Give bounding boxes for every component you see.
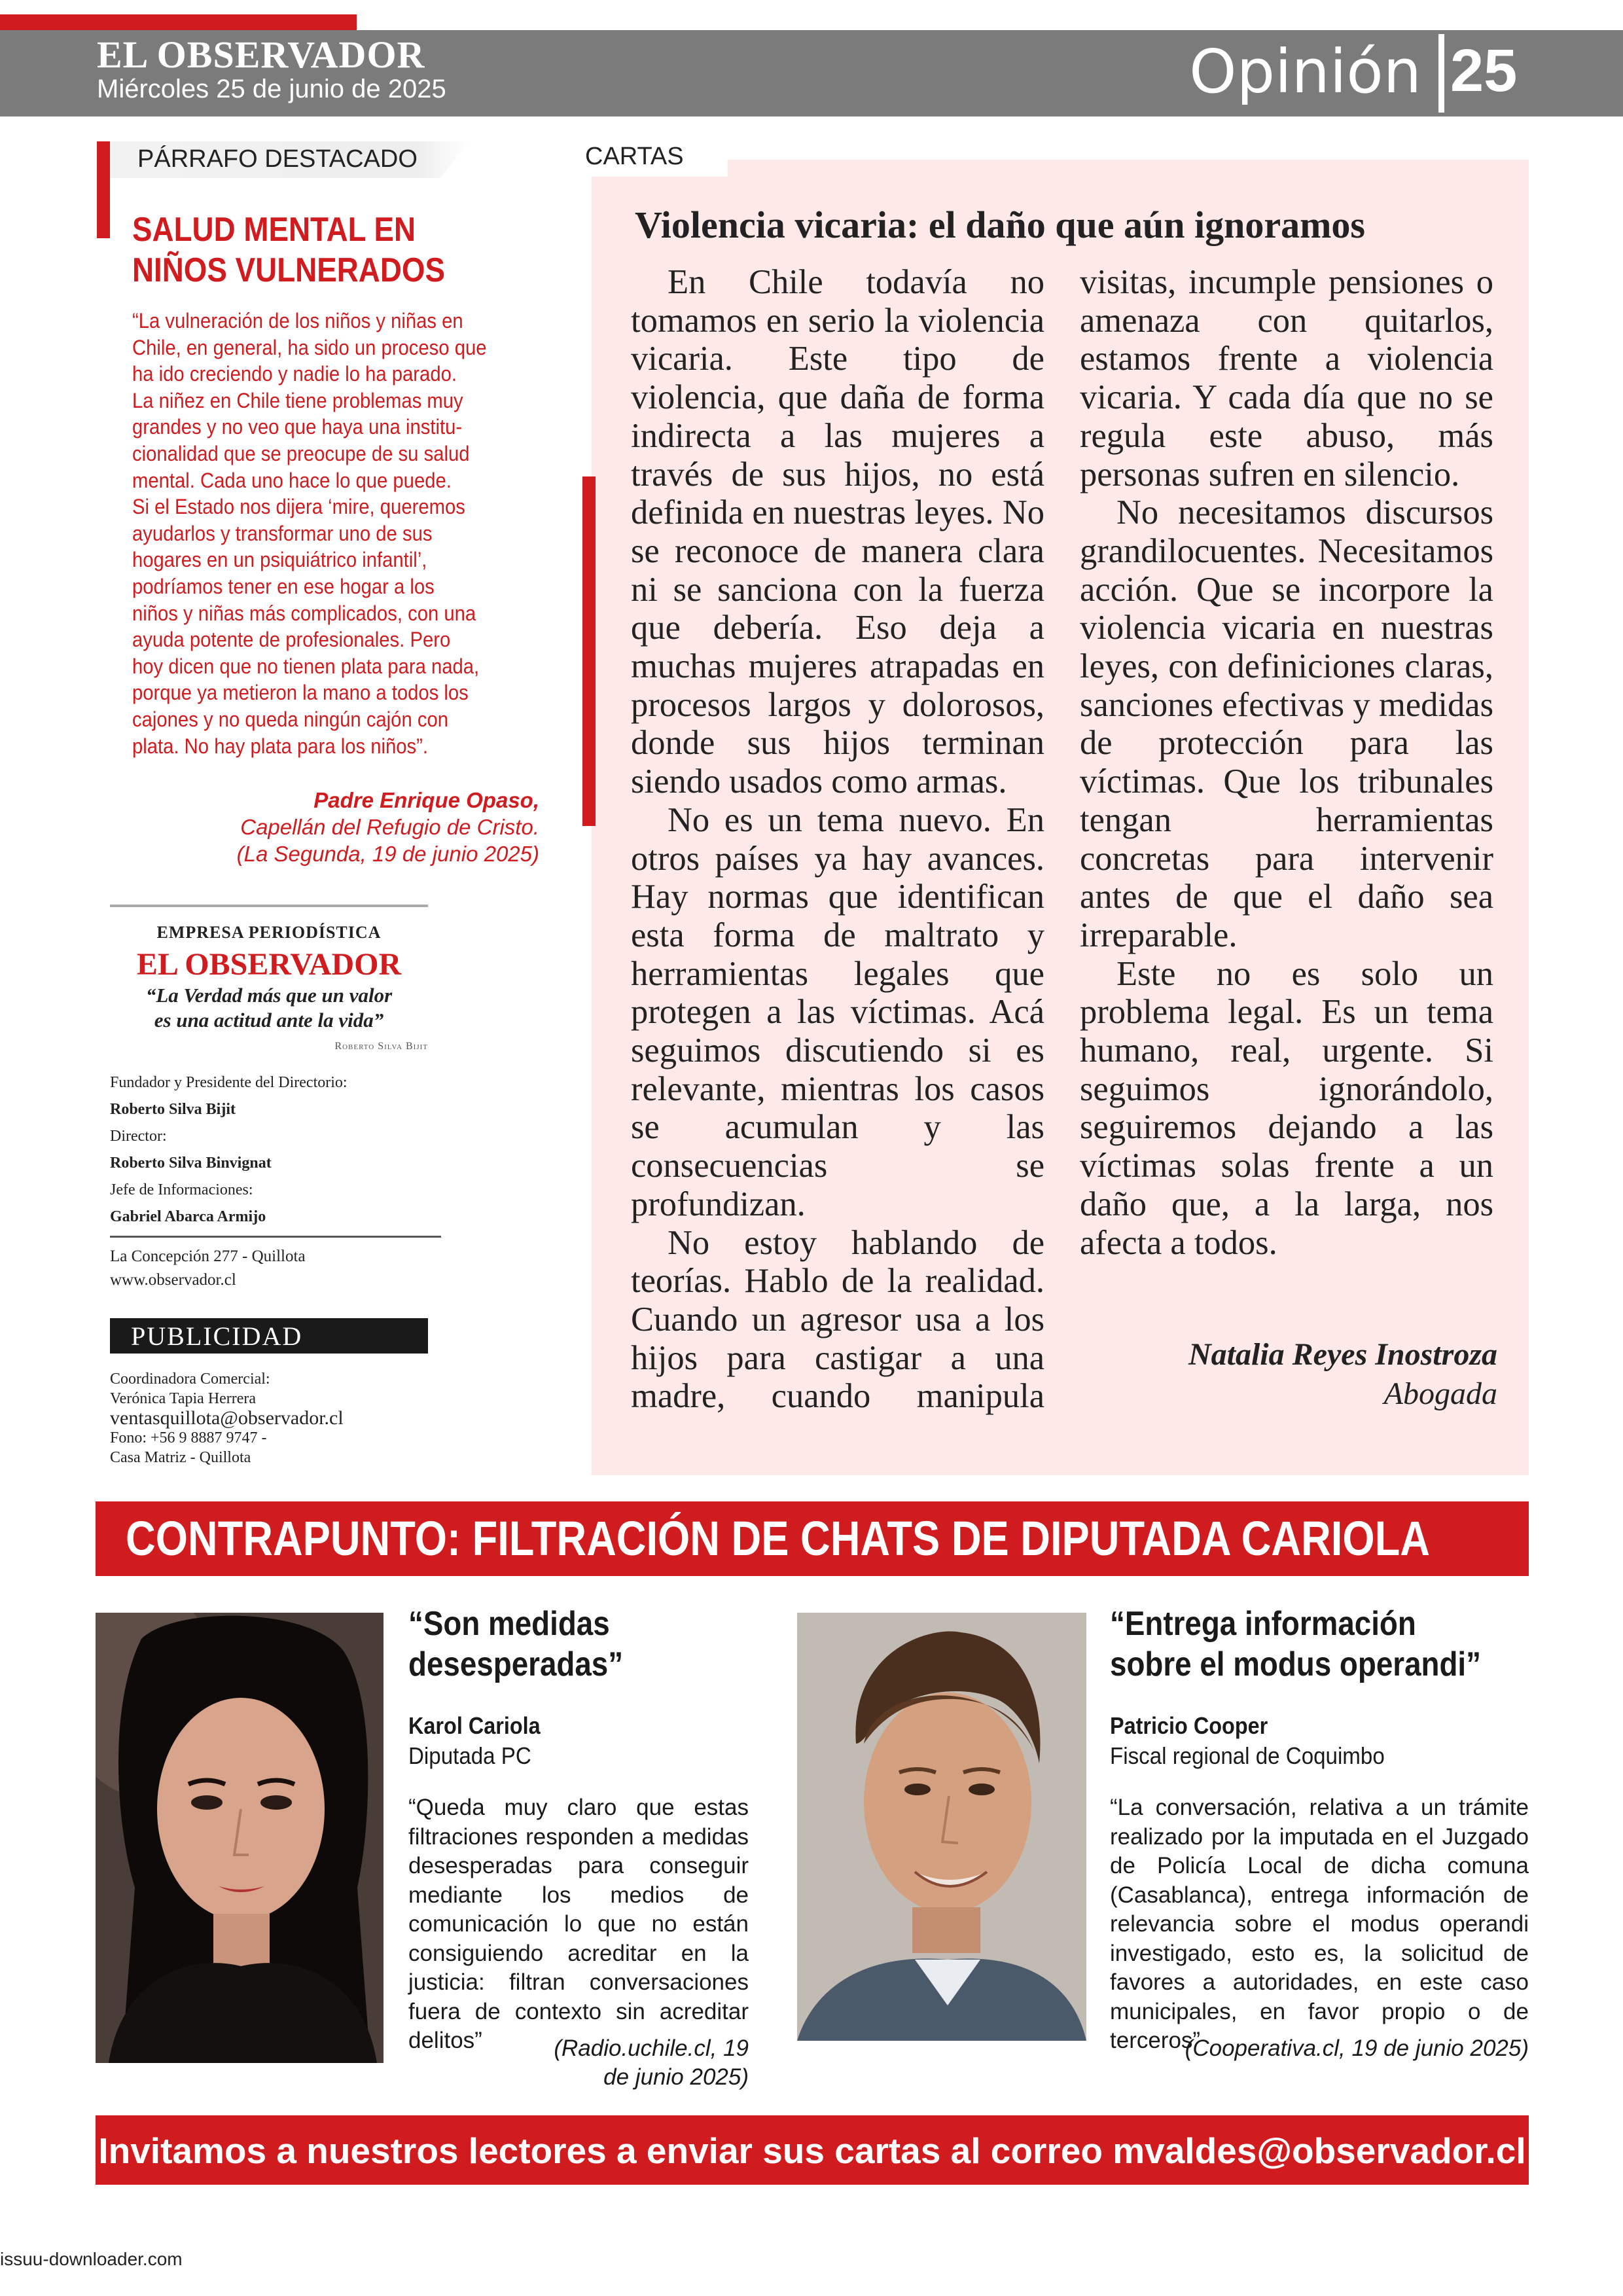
highlight-quote bbox=[132, 308, 509, 759]
contrapunto-title: CONTRAPUNTO: FILTRACIÓN DE CHATS DE DIPUTADA CARIOLA bbox=[126, 1511, 1430, 1566]
masthead-top-rule bbox=[110, 905, 428, 907]
letter-paragraph: visitas, incumple pensiones o amenaza con quitarlos, estamos frente a violencia vicaria. Y cada día que no se regula este abuso, más personas sufren en silencio. bbox=[1080, 263, 1493, 493]
letter-accent-bar bbox=[582, 476, 596, 826]
director-name: Roberto Silva Binvignat bbox=[110, 1155, 272, 1172]
quote-line: podríamos tener en ese hogar a los bbox=[132, 574, 435, 598]
founder-name: Roberto Silva Bijit bbox=[110, 1101, 236, 1118]
quote-line: porque ya metieron la mano a todos los bbox=[132, 681, 469, 705]
right-headline bbox=[1110, 1604, 1481, 1685]
advertising-contact bbox=[110, 1369, 344, 1467]
letter-author-name: Natalia Reyes Inostroza bbox=[1188, 1337, 1497, 1372]
quote-line: ha ido creciendo y nadie lo ha parado. bbox=[132, 362, 457, 386]
motto-author-text: Roberto Silva Bijit bbox=[334, 1041, 428, 1052]
letter-paragraph: No es un tema nuevo. En otros países ya hay avances. Hay normas que identifican esta forma de maltrato y herramientas legales que protegen a las víctimas. Acá seguimos discutiendo si es relevante, mientras los casos se acumulan y las consecuencias se profundizan. bbox=[631, 800, 1044, 1223]
quote-line: ayudarlos y transformar uno de sus bbox=[132, 521, 433, 545]
right-speaker-role: Fiscal regional de Coquimbo bbox=[1110, 1742, 1385, 1769]
highlight-title-line: NIÑOS VULNERADOS bbox=[132, 251, 445, 289]
highlight-author-role: Capellán del Refugio de Cristo. bbox=[240, 815, 539, 839]
header-accent-tab bbox=[0, 14, 357, 30]
motto-line: es una actitud ante la vida” bbox=[154, 1009, 384, 1031]
info-chief-name: Gabriel Abarca Armijo bbox=[110, 1208, 266, 1225]
masthead-divider bbox=[110, 1236, 441, 1238]
cariola-photo bbox=[96, 1613, 383, 2063]
quote-line: cionalidad que se preocupe de su salud bbox=[132, 441, 470, 465]
advertising-label: PUBLICIDAD bbox=[131, 1321, 303, 1351]
quote-line: hoy dicen que no tienen plata para nada, bbox=[132, 654, 480, 678]
ad-coordinator-name: Verónica Tapia Herrera bbox=[110, 1390, 257, 1407]
letters-section-label: CARTAS bbox=[585, 143, 684, 170]
letter-title: Violencia vicaria: el daño que aún ignoramos bbox=[635, 204, 1365, 246]
director-label: Director: bbox=[110, 1128, 167, 1145]
headline-line: “Son medidas bbox=[408, 1605, 610, 1643]
masthead-address-block bbox=[110, 1245, 306, 1292]
quote-line: hogares en un psiquiátrico infantil’, bbox=[132, 548, 427, 572]
cariola-portrait-illustration bbox=[96, 1613, 383, 2063]
quote-line: plata. No hay plata para los niños”. bbox=[132, 734, 429, 758]
quote-line: cajones y no queda ningún cajón con bbox=[132, 707, 449, 731]
section-name: Opinión bbox=[1189, 37, 1421, 107]
left-source bbox=[458, 2034, 749, 2092]
office-address: La Concepción 277 - Quillota bbox=[110, 1247, 306, 1265]
right-quote: “La conversación, relativa a un trámite realizado por la imputada en el Juzgado de Policía Local de dicha comuna (Casablanca), entrega información de relevancia sobre el modus operandi investigado, esto es, la solicitud de favores a autoridades, en este caso municipales, en favor propio o de terceros” bbox=[1110, 1795, 1529, 2053]
highlight-label: PÁRRAFO DESTACADO bbox=[137, 145, 418, 173]
letter-column-1 bbox=[631, 263, 1044, 1416]
cooper-portrait-illustration bbox=[797, 1613, 1086, 2041]
page-number: 25 bbox=[1450, 37, 1518, 104]
highlight-title bbox=[132, 209, 455, 291]
quote-line: mental. Cada uno hace lo que puede. bbox=[132, 468, 452, 492]
letter-paragraph: Este no es solo un problema legal. Es un tema humano, real, urgente. Si seguimos ignorándolo, seguiremos dejando a las víctimas solas frente a un daño que, a la larga, nos afecta a todos. bbox=[1080, 954, 1493, 1262]
quote-line: Si el Estado nos dijera ‘mire, queremos bbox=[132, 495, 465, 519]
highlight-attribution bbox=[157, 787, 539, 867]
ad-coordinator-role: Coordinadora Comercial: bbox=[110, 1371, 270, 1388]
left-headline bbox=[408, 1604, 623, 1685]
quote-line: niños y niñas más complicados, con una bbox=[132, 601, 476, 625]
headline-line: “Entrega información bbox=[1110, 1605, 1416, 1643]
ad-email-link[interactable]: ventasquillota@observador.cl bbox=[110, 1407, 344, 1429]
letter-column-2 bbox=[1080, 263, 1493, 1262]
masthead-staff bbox=[110, 1069, 437, 1230]
left-speaker-role: Diputada PC bbox=[408, 1742, 531, 1769]
watermark: issuu-downloader.com bbox=[0, 2249, 183, 2269]
ad-phone: Fono: +56 9 8887 9747 - bbox=[110, 1429, 267, 1446]
headline-line: sobre el modus operandi” bbox=[1110, 1645, 1482, 1683]
cooper-photo bbox=[797, 1613, 1086, 2041]
quote-line: ayuda potente de profesionales. Pero bbox=[132, 628, 451, 652]
quote-line: Chile, en general, ha sido un proceso que bbox=[132, 335, 487, 359]
issue-date: Miércoles 25 de junio de 2025 bbox=[97, 75, 446, 103]
headline-line: desesperadas” bbox=[408, 1645, 624, 1683]
quote-line: La niñez en Chile tiene problemas muy bbox=[132, 388, 463, 412]
right-source: (Cooperativa.cl, 19 de junio 2025) bbox=[1185, 2036, 1529, 2061]
source-line: de junio 2025) bbox=[603, 2064, 749, 2090]
newspaper-name: EL OBSERVADOR bbox=[97, 33, 425, 76]
quote-line: grandes y no veo que haya una institu- bbox=[132, 415, 463, 439]
motto-author bbox=[110, 1041, 428, 1052]
website-link[interactable]: www.observador.cl bbox=[110, 1271, 236, 1289]
letter-paragraph: No estoy hablando de teorías. Hablo de la realidad. Cuando un agresor usa a los hijos para castigar a una madre, cuando manipula bbox=[631, 1223, 1044, 1416]
letter-paragraph: No necesitamos discursos grandilocuentes. Necesitamos acción. Que se incorpore la violencia vicaria en nuestras leyes, con definiciones claras, sanciones efectivas y medidas de protección para las víctimas. Que los tribunales tengan herramientas concretas para intervenir antes de que el daño sea irreparable. bbox=[1080, 493, 1493, 954]
letter-signature bbox=[1047, 1335, 1497, 1414]
highlight-author-source: (La Segunda, 19 de junio 2025) bbox=[236, 842, 539, 866]
motto-line: “La Verdad más que un valor bbox=[145, 984, 393, 1007]
masthead-logo: EL OBSERVADOR bbox=[136, 947, 402, 982]
header-divider bbox=[1438, 34, 1444, 113]
highlight-accent-bar bbox=[97, 141, 110, 238]
source-line: (Radio.uchile.cl, 19 bbox=[554, 2036, 749, 2061]
founder-label: Fundador y Presidente del Directorio: bbox=[110, 1074, 348, 1091]
masthead-company: EMPRESA PERIODÍSTICA bbox=[156, 923, 382, 942]
letter-paragraph: En Chile todavía no tomamos en serio la violencia vicaria. Este tipo de violencia, que daña de forma indirecta a las mujeres a través de sus hijos, no está definida en nuestras leyes. No se reconoce de manera clara ni se sanciona con la fuerza que debería. Eso deja a muchas mujeres atrapadas en procesos largos y dolorosos, donde sus hijos terminan siendo usados como armas. bbox=[631, 263, 1044, 801]
left-speaker-name: Karol Cariola bbox=[408, 1712, 541, 1739]
quote-line: “La vulneración de los niños y niñas en bbox=[132, 309, 463, 332]
ad-office: Casa Matriz - Quillota bbox=[110, 1449, 251, 1466]
highlight-title-line: SALUD MENTAL EN bbox=[132, 211, 416, 249]
highlight-author-name: Padre Enrique Opaso, bbox=[313, 788, 539, 812]
masthead-motto bbox=[110, 983, 428, 1033]
left-quote: “Queda muy claro que estas filtraciones responden a medidas desesperadas para conseguir mediante los medios de comunicación lo que no están consiguiendo acreditar en la justicia: filtran conversaciones fuera de contexto sin acreditar delitos” bbox=[408, 1795, 749, 2053]
info-chief-label: Jefe de Informaciones: bbox=[110, 1181, 253, 1198]
letters-invite-text: Invitamos a nuestros lectores a enviar sus cartas al correo mvaldes@observador.cl bbox=[98, 2130, 1526, 2171]
right-speaker-name: Patricio Cooper bbox=[1110, 1712, 1268, 1739]
letter-author-role: Abogada bbox=[1383, 1376, 1497, 1411]
